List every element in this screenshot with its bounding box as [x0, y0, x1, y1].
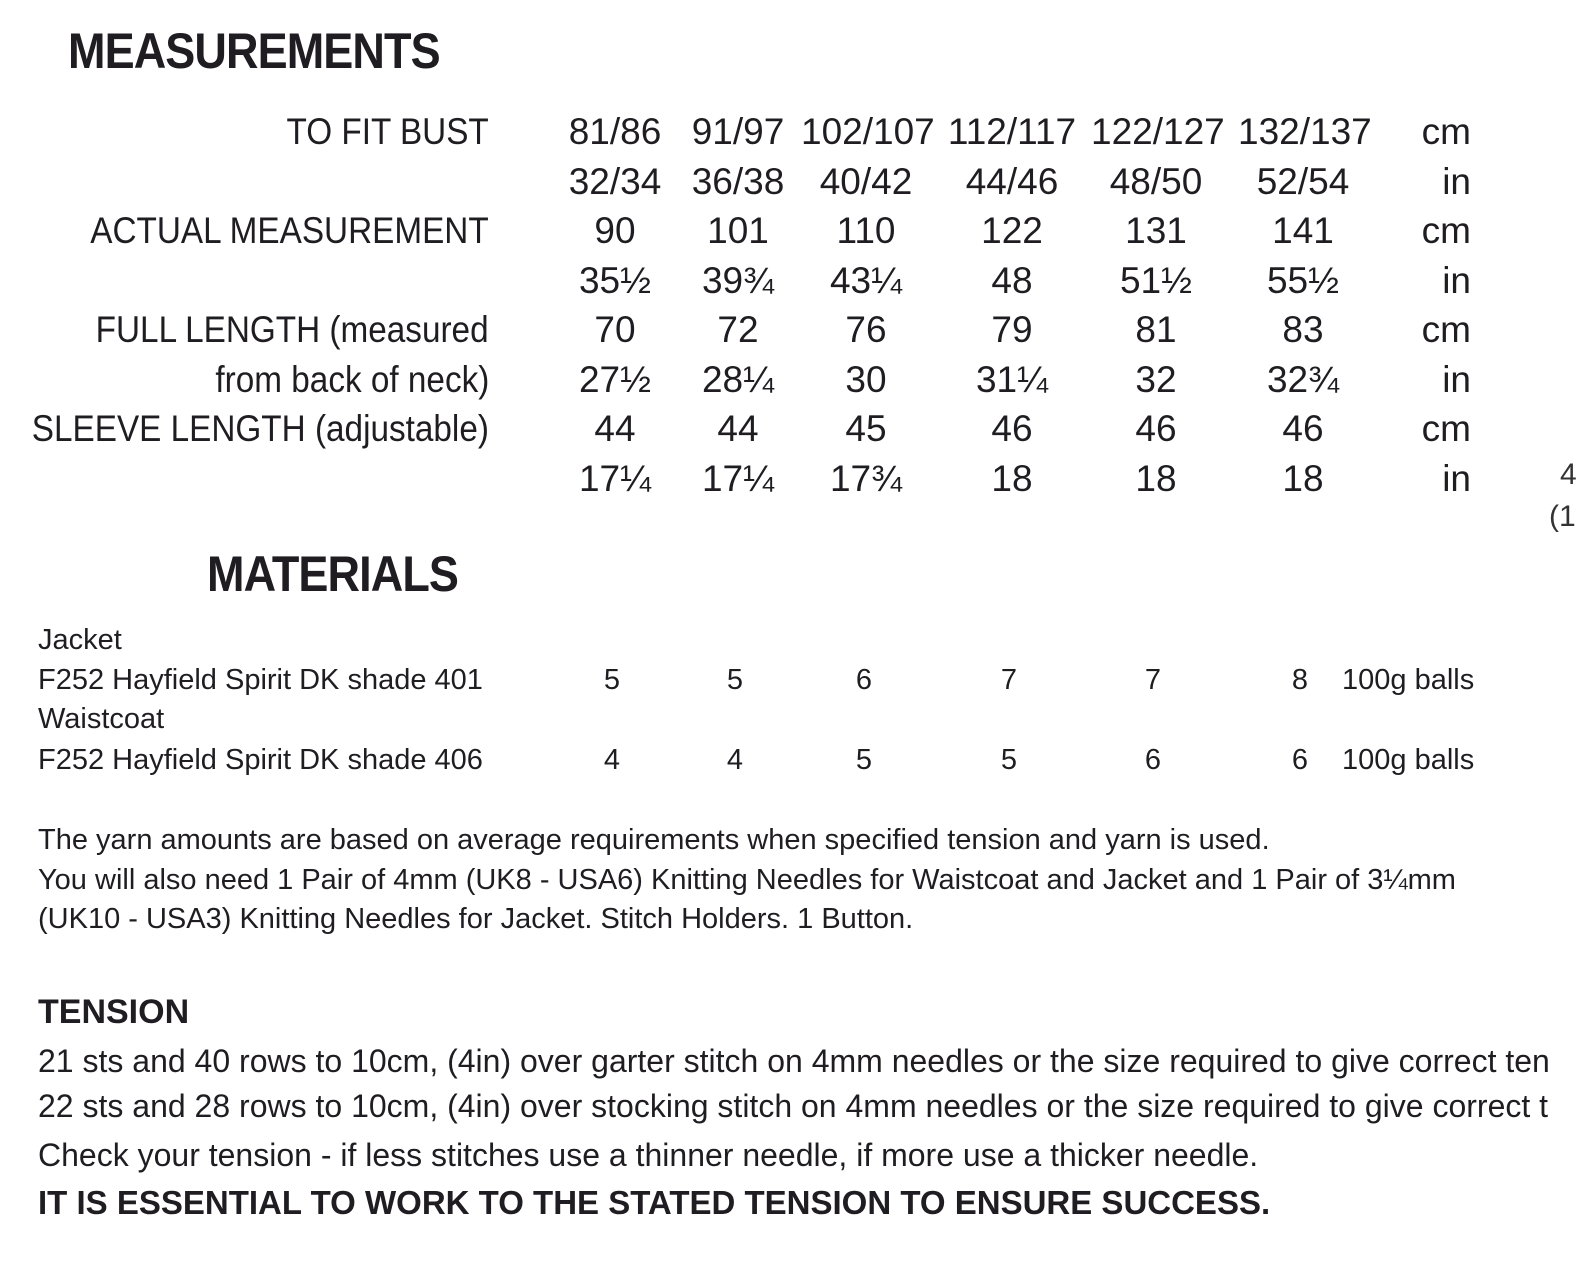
measurement-unit: in: [1442, 259, 1471, 301]
materials-cell: 6: [1291, 744, 1309, 776]
measurement-cell: 91/97: [691, 111, 785, 152]
materials-cell: 5: [855, 744, 873, 776]
measurement-cell: 35½: [578, 259, 651, 301]
materials-row: [0, 740, 1581, 780]
measurement-row: [0, 454, 1581, 504]
measurement-cell: 101: [707, 210, 769, 251]
materials-row: [0, 660, 1581, 700]
measurement-row: [0, 355, 1581, 405]
measurement-unit: in: [1442, 457, 1471, 499]
materials-unit: 100g balls: [1342, 744, 1475, 776]
materials-cell: 5: [726, 664, 744, 696]
measurement-cell: 17¼: [578, 457, 651, 499]
measurement-cell: 43¼: [829, 259, 902, 301]
measurement-unit: cm: [1421, 408, 1471, 449]
measurement-unit: in: [1442, 160, 1471, 202]
measurement-cell: 55½: [1266, 259, 1339, 301]
measurement-cell: 18: [991, 457, 1033, 499]
measurement-cell: 32/34: [568, 160, 662, 202]
measurement-cell: 18: [1282, 457, 1324, 499]
materials-cell: 6: [855, 664, 873, 696]
measurement-cell: 32¾: [1266, 358, 1339, 400]
measurement-unit: cm: [1421, 111, 1471, 152]
materials-note-2: You will also need 1 Pair of 4mm (UK8 - USA6) Knitting Needles for Waistcoat and Jacket and 1 Pair of 3¼mm: [38, 864, 1456, 896]
measurement-cell: 112/117: [947, 111, 1077, 152]
materials-note-1: The yarn amounts are based on average requirements when specified tension and yarn is used.: [38, 824, 1270, 856]
measurement-cell: 44: [594, 408, 636, 449]
measurement-cell: 76: [845, 309, 887, 350]
measurement-cell: 46: [1282, 408, 1324, 449]
measurement-cell: 81/86: [568, 111, 662, 152]
measurement-cell: 31¼: [975, 358, 1048, 400]
measurement-cell: 141: [1272, 210, 1334, 251]
materials-cell: 6: [1144, 744, 1162, 776]
materials-cell: 8: [1291, 664, 1309, 696]
materials-row-label: Jacket: [38, 624, 122, 656]
measurement-cell: 36/38: [691, 160, 785, 202]
measurement-cell: 83: [1282, 309, 1324, 350]
measurement-row-label: FULL LENGTH (measured: [96, 309, 489, 350]
measurement-row-label: ACTUAL MEASUREMENT: [90, 210, 489, 251]
measurement-cell: 44/46: [965, 160, 1059, 202]
measurement-row: [0, 256, 1581, 306]
materials-row-label: F252 Hayfield Spirit DK shade 401: [38, 664, 483, 696]
measurement-row: [0, 206, 1581, 256]
materials-note-3: (UK10 - USA3) Knitting Needles for Jacket. Stitch Holders. 1 Button.: [38, 903, 914, 935]
edge-fragment-b: (1: [1549, 500, 1576, 533]
measurement-cell: 79: [991, 309, 1033, 350]
measurement-row: [0, 157, 1581, 207]
measurement-cell: 40/42: [819, 160, 913, 202]
measurement-cell: 27½: [578, 358, 651, 400]
measurement-cell: 46: [1135, 408, 1177, 449]
measurement-cell: 72: [717, 309, 759, 350]
measurement-row: [0, 404, 1581, 454]
measurement-cell: 28¼: [701, 358, 774, 400]
measurement-cell: 131: [1125, 210, 1187, 251]
measurement-cell: 81: [1135, 309, 1177, 350]
measurement-row: [0, 107, 1581, 157]
measurement-cell: 48/50: [1109, 160, 1203, 202]
measurement-cell: 70: [594, 309, 636, 350]
materials-row-label: Waistcoat: [38, 703, 165, 735]
measurement-cell: 30: [845, 358, 887, 400]
measurement-cell: 44: [717, 408, 759, 449]
materials-cell: 4: [726, 744, 744, 776]
measurement-row-label: SLEEVE LENGTH (adjustable): [31, 408, 489, 449]
measurement-cell: 45: [845, 408, 887, 449]
measurement-cell: 32: [1135, 358, 1177, 400]
measurement-unit: cm: [1421, 309, 1471, 350]
measurement-cell: 48: [991, 259, 1033, 301]
measurement-cell: 18: [1135, 457, 1177, 499]
materials-row: [0, 699, 1581, 739]
measurement-row-label: from back of neck): [215, 358, 489, 400]
measurement-unit: in: [1442, 358, 1471, 400]
materials-cell: 7: [1144, 664, 1162, 696]
materials-row-label: F252 Hayfield Spirit DK shade 406: [38, 744, 483, 776]
measurement-cell: 17¾: [829, 457, 902, 499]
measurement-cell: 122/127: [1091, 111, 1225, 152]
measurement-cell: 90: [594, 210, 636, 251]
materials-cell: 5: [603, 664, 621, 696]
measurement-unit: cm: [1421, 210, 1471, 251]
measurement-cell: 17¼: [701, 457, 774, 499]
measurement-row: [0, 305, 1581, 355]
measurement-cell: 52/54: [1256, 160, 1350, 202]
materials-cell: 7: [1000, 664, 1018, 696]
tension-emphasis: IT IS ESSENTIAL TO WORK TO THE STATED TENSION TO ENSURE SUCCESS.: [38, 1184, 1271, 1221]
tension-heading: TENSION: [38, 993, 190, 1031]
materials-cell: 5: [1000, 744, 1018, 776]
measurements-heading: MEASUREMENTS: [68, 23, 440, 79]
measurement-cell: 46: [991, 408, 1033, 449]
measurement-cell: 132/137: [1238, 111, 1372, 152]
edge-fragment-a: 4: [1560, 458, 1577, 491]
materials-row: [0, 620, 1581, 660]
measurement-row-label: TO FIT BUST: [286, 111, 489, 152]
tension-line-3: Check your tension - if less stitches use a thinner needle, if more use a thicker needle.: [38, 1137, 1259, 1173]
materials-heading: MATERIALS: [207, 546, 459, 602]
measurement-cell: 51½: [1119, 259, 1192, 301]
measurement-cell: 110: [836, 210, 896, 251]
tension-line-1: 21 sts and 40 rows to 10cm, (4in) over garter stitch on 4mm needles or the size required to give correct ten: [38, 1043, 1550, 1079]
measurement-cell: 39¾: [701, 259, 774, 301]
materials-unit: 100g balls: [1342, 664, 1475, 696]
materials-cell: 4: [603, 744, 621, 776]
measurement-cell: 102/107: [801, 111, 935, 152]
measurement-cell: 122: [981, 210, 1043, 251]
tension-line-2: 22 sts and 28 rows to 10cm, (4in) over stocking stitch on 4mm needles or the size required to give correct t: [38, 1088, 1549, 1124]
